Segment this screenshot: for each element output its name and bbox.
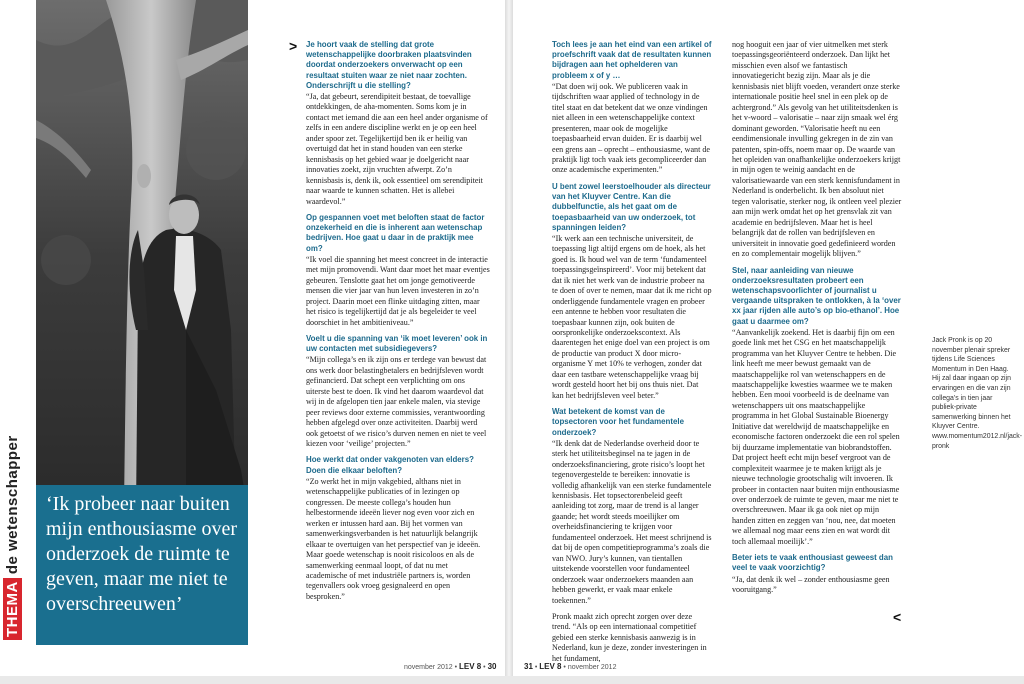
text-column-2 <box>552 40 712 670</box>
text-column-1 <box>306 40 490 608</box>
interview-answer: “Ik denk dat de Nederlandse overheid door te sterk het utiliteitsbeginsel na te jagen in de onderzoeksfinanciering, grote risico’s loopt het tegenovergestelde te bereiken: innovatie is volledig afhankelijk van een sterke fundamentele kennisbasis. Het topsectorenbeleid geeft aanleiding tot zorg, maar de trend is al langer gaande; het wordt steeds moeilijker om overheidsfinanciering te krijgen voor fundamenteel onderzoek. Het meest schrijnend is dat bij de open competitieprogramma’s zoals die van NWO. Jury’s kunnen, van tientallen uitstekende voorstellen voor fundamenteel onderzoek waar onderzoekers maanden aan hebben gewerkt, er vaak maar enkele toekennen.” <box>552 438 712 605</box>
folio-left: november 2012 • LEV 8 • 30 <box>404 662 497 671</box>
interview-question: Toch lees je aan het eind van een artikel of proefschrift vaak dat de resultaten kunnen bijdragen aan het ophelderen van probleem x of y … <box>552 40 712 80</box>
folio-right: 31 • LEV 8 • november 2012 <box>524 662 617 671</box>
pull-quote: ‘Ik probeer naar buiten mijn enthousiasme over onderzoek de ruimte te geven, maar me niet te overschreeuwen’ <box>46 493 238 615</box>
interview-answer: “Ik voel die spanning het meest concreet in de interactie met mijn promovendi. Want daar moet het maar eventjes gebeuren. Tenslotte gaat het om jonge gemotiveerde mensen die vier jaar van hun leven investeren in zo’n project. Daarin moet een flinke uitdaging zitten, maar het risico is tegelijkertijd dat je als begeleider te veel doorschiet in het ambitieniveau.” <box>306 254 490 327</box>
interview-answer: “Ja, dat gebeurt, serendipiteit bestaat, de toevallige ontdekkingen, de aha-momenten. Soms kom je in contact met iemand die aan een heel ander organisme of zelfs in een andere discipline werkt en je op een heel ander spoor zet. Tegelijkertijd ben ik er heilig van overtuigd dat het in stand houden van een sterke kennisbasis op het gebied waar je doelgericht naar innovaties zoekt, zijn vruchten afwerpt. Zo’n kennisbasis is, denk ik, ook essentieel om serendipiteit naar waarde te kunnen schatten. Het is allebei waardevol.” <box>306 92 488 206</box>
folio-left-date: november 2012 <box>404 664 453 671</box>
interview-answer: nog hooguit een jaar of vier uitmelken met sterk toepassingsgeoriënteerd onderzoek. Dan lijkt het misschien even alsof we fantastisch innovatiegericht bezig zijn. Maar als je die kennisbasis niet blijft voeden, verandert onze sterke internationale positie heel snel in een plek op de achtergrond.” Als gevolg van het utiliteitsdenken is het v-woord – valorisatie – naar zijn smaak wel érg dominant geworden. “Valorisatie heeft nu een eendimensionale invulling gekregen in de zin van patenten, spin-offs, noem maar op. De waarde van het opleiden van onafhankelijke onderzoekers krijgt in mijn ogen te weinig aandacht en de valorisatiewaarde van een sterk kennisfundament in Nederland is onderbelicht. Ik ben absoluut niet tegen valorisatie, sterker nog, ik ontleen veel plezier aan mijn werk omdat het op het grensvlak zit van academie en bedrijfsleven. Maar het is heel belangrijk dat de rollen van bedrijfsleven en universiteit in innovatie goed gedefinieerd worden en zo complementair mogelijk blijven.” <box>732 40 902 259</box>
interview-answer: “Ja, dat denk ik wel – zonder enthousiasme geen vooruitgang.” <box>732 574 890 595</box>
theme-label-topic: de wetenschapper <box>4 435 21 575</box>
folio-right-magazine: LEV 8 <box>539 662 562 671</box>
interview-question: Wat betekent de komst van de topsectoren voor het fundamentele onderzoek? <box>552 407 684 437</box>
interview-answer: “Aanvankelijk zoekend. Het is daarbij fijn om een goede link met het CSG en het maatschappelijk programma van het Kluyver Centre te hebben. Die link heeft me meer bewust gemaakt van de maatschappelijke rol van wetenschappers en de maatschappelijke kwesties waarmee we te maken hebben. Een mooi voorbeeld is de deelname van wetenschappers uit ons maatschappelijke programma in het Global Sustainable Bioenergy Initiative dat wereldwijd de maatschappelijke en economische factoren onderzoekt die een rol spelen bij duurzame implementatie van biobrandstoffen. Dat project heeft echt mijn besef vergroot van de complexiteit waarmee je te maken krijgt als je nieuwe technologie grootschalig wilt invoeren. Ik probeer in contacten naar buiten mijn enthousiasme over onderzoek de ruimte te geven, maar me niet te overschreeuwen. Maar ik ga ook niet op mijn handen zitten en zeggen van ‘nou, nee, dat moeten we allemaal nog maar eens zien en wat wordt dit toch allemaal moeilijk’.” <box>732 327 900 546</box>
interview-question: U bent zowel leerstoelhouder als directeur van het Kluyver Centre. Kan die dubbelfunctie, als het gaat om de toepasbaarheid van uw onderzoek, tot spanningen leiden? <box>552 181 711 232</box>
interview-answer: “Dat doen wij ook. We publiceren vaak in tijdschriften waar applied of technology in de titel staat en dat betekent dat we onze vindingen niet alleen in een wetenschappelijke context presenteren, maar ook de mogelijke toepasbaarheid ervan duiden. Er is daarbij wel een grens aan – oprecht – enthousiasme, want de praktijk ligt toch vaak iets gecompliceerder dan onze academische experimenten.” <box>552 81 710 175</box>
portrait-photo <box>36 0 248 512</box>
interview-answer: “Zo werkt het in mijn vakgebied, althans niet in wetenschappelijke publicaties of in lezingen op congressen. De meeste collega’s houden hun helbestormende ideeën liever nog even voor zich en werken er intussen hard aan. Bij het vormen van samenwerkingsverbanden is het natuurlijk belangrijk elkaar te overtuigen van het perspectief van je ideeën. Maar goede wetenschap is nooit risicoloos en als de samenwerking eenmaal loopt, of dat nu met academische of met industriële partners is, worden tegenvallers ook vroeg gesignaleerd en open besproken.” <box>306 476 481 601</box>
article-start-marker: > <box>289 38 298 54</box>
interview-question: Stel, naar aanleiding van nieuwe onderzoeksresultaten probeert een wetenschapsvoorlichter of journalist u vergaande uitspraken te ontlokken, à la ‘over xx jaar rijden alle auto’s op bio-ethanol’. Hoe gaat u daarmee om? <box>732 265 901 326</box>
page-gutter <box>505 0 513 676</box>
folio-right-page: 31 <box>524 662 533 671</box>
interview-question: Voelt u die spanning van ‘ik moet leveren’ ook in uw contacten met subsidiegevers? <box>306 333 488 354</box>
article-end-marker: < <box>893 609 902 625</box>
interview-answer: “Ik werk aan een technische universiteit, de toepassing ligt altijd ergens om de hoek, als het goed is. Ik houd wel van de term ‘fundamenteel toepassingsgeïnspireerd’. Voor mij betekent dat dat ik niet het werk van de industrie probeer na te doen of over te nemen, maar dat ik me richt op onderliggende fundamentele vragen en probeer een antenne te hebben voor resultaten die toepasbaar kunnen zijn, ook buiten de oorspronkelijke onderzoekscontext. Als daarentegen het enige doel van een project is om de productie van product X door micro-organisme Y met 10% te verhogen, zonder dat daar een tastbare wetenschappelijke vraag bij wordt gesteld hoort het bij ons thuis niet. Dat kan het bedrijfsleven veel beter.” <box>552 233 712 400</box>
photo-caption: Jack Pronk is op 20 november plenair spreker tijdens Life Sciences Momentum in Den Haag. Hij zal daar ingaan op zijn ervaringen en die van zijn collega’s in tien jaar publiek-private samenwerking binnen het Kluyver Centre. www.momentum2012.nl/jack-pronk <box>932 337 1022 450</box>
interview-question: Beter iets te vaak enthousiast geweest dan veel te vaak voorzichtig? <box>732 553 893 573</box>
theme-label-thema: THEMA <box>3 578 22 640</box>
text-column-3 <box>732 40 902 602</box>
folio-right-date: november 2012 <box>567 664 617 671</box>
theme-label <box>4 435 21 640</box>
interview-question: Hoe werkt dat onder vakgenoten van elders? Doen die elkaar beloften? <box>306 455 474 475</box>
folio-left-page: 30 <box>487 662 497 671</box>
interview-question: Je hoort vaak de stelling dat grote wetenschappelijke doorbraken plaatsvinden doordat onderzoekers onverwacht op een resultaat stuiten waar ze niet naar zochten. Onderschrijft u die stelling? <box>306 40 472 90</box>
folio-left-magazine: LEV 8 <box>459 662 482 671</box>
interview-question: Op gespannen voet met beloften staat de factor onzekerheid en die is inherent aan wetenschap bedrijven. Hoe gaat u daar in de praktijk mee om? <box>306 213 485 253</box>
interview-answer: Pronk maakt zich oprecht zorgen over deze trend. “Als op een internationaal competitief gebied een sterke kennisbasis aanwezig is in Nederland, kun je deze, zonder investeringen in het fundament, <box>552 612 707 663</box>
interview-answer: “Mijn collega’s en ik zijn ons er terdege van bewust dat ons werk door belastingbetalers en bedrijfsleven wordt gefinancierd. Dat schept een verplichting om ons uiterste best te doen. Ik vind het daarom waardevol dat wij in de afgelopen tien jaar enkele malen, via stevige peer reviews door externe commissies, verantwoording hebben afgelegd over onze activiteiten. Daarbij werd ook getoetst of we risico’s durven nemen en niet te veel kiezen voor ‘veilige’ projecten.” <box>306 355 487 449</box>
